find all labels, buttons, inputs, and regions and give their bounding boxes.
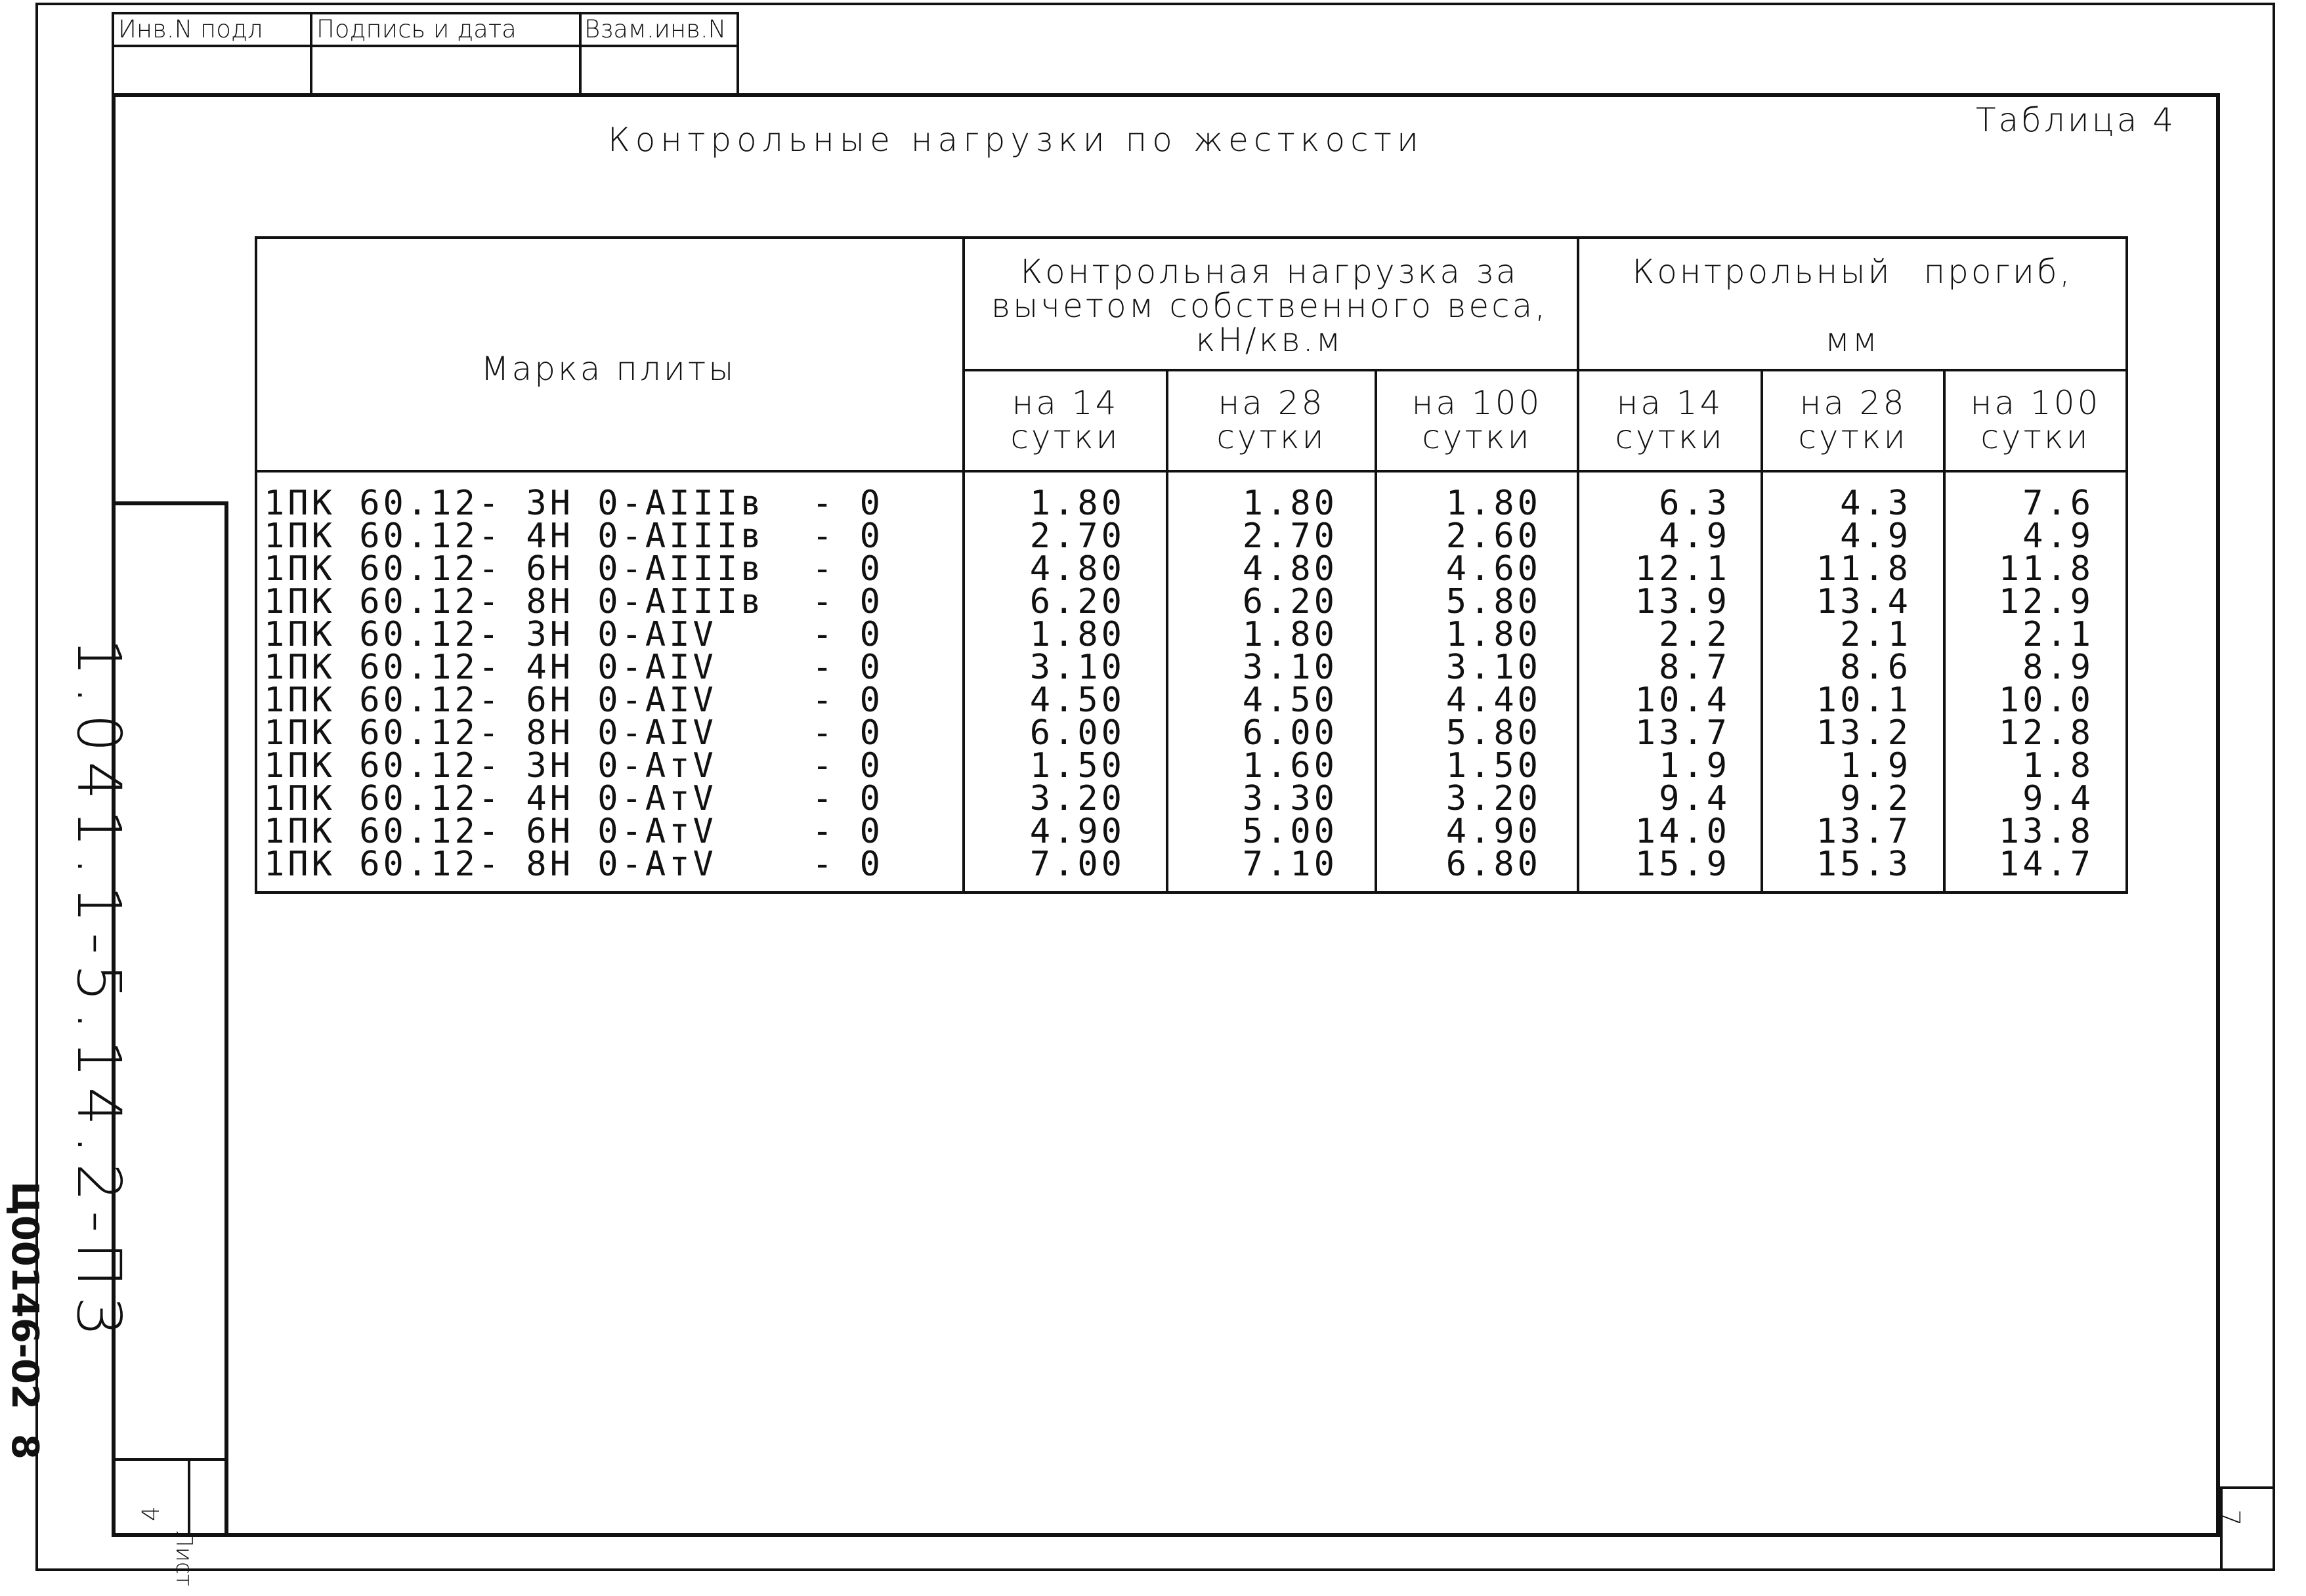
value-cell: 14.0 bbox=[1634, 812, 1730, 851]
value-cell: 1.9 bbox=[1659, 746, 1730, 786]
deflection-14-column bbox=[1579, 484, 1730, 884]
value-cell: 13.7 bbox=[1816, 812, 1911, 851]
sub-header-line: сутки bbox=[1010, 418, 1121, 456]
value-cell: 10.4 bbox=[1634, 681, 1730, 720]
value-cell: 5.80 bbox=[1445, 713, 1541, 753]
value-cell: 4.80 bbox=[1029, 549, 1125, 589]
sub-header bbox=[1763, 386, 1943, 454]
slab-mark-cell: 1ПК 60.12- 3Н 0-АIV - 0 bbox=[264, 615, 884, 654]
sub-header bbox=[1579, 386, 1761, 454]
sub-header-line: сутки bbox=[1422, 418, 1532, 456]
sub-header bbox=[1377, 386, 1577, 454]
slab-mark-cell: 1ПК 60.12- 4Н 0-АIIIв - 0 bbox=[264, 516, 884, 556]
value-cell: 4.50 bbox=[1242, 681, 1338, 720]
value-cell: 6.20 bbox=[1242, 582, 1338, 621]
value-cell: 1.80 bbox=[1242, 615, 1338, 654]
stamp bbox=[112, 12, 739, 93]
mark-header: Марка плиты bbox=[480, 350, 737, 388]
deflection-100-column bbox=[1946, 484, 2094, 884]
value-cell: 13.7 bbox=[1634, 713, 1730, 753]
value-cell: 4.9 bbox=[2022, 516, 2094, 556]
value-cell: 9.4 bbox=[1659, 779, 1730, 818]
value-cell: 6.3 bbox=[1659, 484, 1730, 523]
sub-header bbox=[1946, 386, 2125, 454]
sheet-number: 4 bbox=[138, 1506, 165, 1521]
value-cell: 13.8 bbox=[1998, 812, 2094, 851]
load-14-column bbox=[965, 484, 1125, 884]
page-number-box bbox=[2220, 1486, 2275, 1571]
value-cell: 12.1 bbox=[1634, 549, 1730, 589]
value-cell: 1.80 bbox=[1445, 615, 1541, 654]
value-cell: 2.1 bbox=[2022, 615, 2094, 654]
value-cell: 6.20 bbox=[1029, 582, 1125, 621]
value-cell: 7.10 bbox=[1242, 845, 1338, 884]
value-cell: 3.10 bbox=[1445, 648, 1541, 687]
value-cell: 2.2 bbox=[1659, 615, 1730, 654]
slab-mark-cell: 1ПК 60.12- 4Н 0-АтV - 0 bbox=[264, 779, 884, 818]
sub-header bbox=[965, 386, 1166, 454]
load-header-line: кН/кв.м bbox=[1195, 321, 1344, 359]
value-cell: 13.9 bbox=[1634, 582, 1730, 621]
stamp-vzam-inv: Взам.инв.N bbox=[584, 15, 727, 43]
value-cell: 1.80 bbox=[1029, 615, 1125, 654]
value-cell: 4.90 bbox=[1445, 812, 1541, 851]
mark-column bbox=[264, 484, 960, 884]
data-table bbox=[255, 236, 2128, 894]
value-cell: 13.2 bbox=[1816, 713, 1911, 753]
value-cell: 5.80 bbox=[1445, 582, 1541, 621]
sub-header-line: на 100 bbox=[1970, 384, 2101, 422]
slab-mark-cell: 1ПК 60.12- 4Н 0-АIV - 0 bbox=[264, 648, 884, 687]
sheet-label: Лист bbox=[171, 1530, 197, 1587]
value-cell: 9.2 bbox=[1840, 779, 1911, 818]
slab-mark-cell: 1ПК 60.12- 6Н 0-АIIIв - 0 bbox=[264, 549, 884, 589]
value-cell: 2.70 bbox=[1029, 516, 1125, 556]
value-cell: 14.7 bbox=[1998, 845, 2094, 884]
value-cell: 13.4 bbox=[1816, 582, 1911, 621]
sub-header-line: на 28 bbox=[1218, 384, 1325, 422]
value-cell: 5.00 bbox=[1242, 812, 1338, 851]
slab-mark-cell: 1ПК 60.12- 6Н 0-АтV - 0 bbox=[264, 812, 884, 851]
value-cell: 8.6 bbox=[1840, 648, 1911, 687]
doc-code: 1.041.1-5.14.2-ПЗ bbox=[64, 638, 134, 1344]
value-cell: 4.3 bbox=[1840, 484, 1911, 523]
sub-header-line: на 14 bbox=[1616, 384, 1724, 422]
value-cell: 3.30 bbox=[1242, 779, 1338, 818]
value-cell: 6.80 bbox=[1445, 845, 1541, 884]
load-100-column bbox=[1377, 484, 1541, 884]
value-cell: 10.1 bbox=[1816, 681, 1911, 720]
slab-mark-cell: 1ПК 60.12- 8Н 0-АIV - 0 bbox=[264, 713, 884, 753]
value-cell: 4.90 bbox=[1029, 812, 1125, 851]
deflection-unit: мм bbox=[1825, 321, 1880, 359]
sub-header-line: сутки bbox=[1216, 418, 1327, 456]
value-cell: 1.80 bbox=[1445, 484, 1541, 523]
sub-header-line: сутки bbox=[1798, 418, 1908, 456]
value-cell: 1.80 bbox=[1029, 484, 1125, 523]
value-cell: 1.8 bbox=[2022, 746, 2094, 786]
value-cell: 4.40 bbox=[1445, 681, 1541, 720]
value-cell: 1.9 bbox=[1840, 746, 1911, 786]
value-cell: 1.50 bbox=[1029, 746, 1125, 786]
load-header-line: вычетом собственного веса, bbox=[991, 287, 1548, 325]
page-title: Контрольные нагрузки по жесткости bbox=[608, 121, 1424, 159]
value-cell: 8.7 bbox=[1659, 648, 1730, 687]
value-cell: 1.60 bbox=[1242, 746, 1338, 786]
sub-header-line: на 28 bbox=[1799, 384, 1907, 422]
value-cell: 3.20 bbox=[1445, 779, 1541, 818]
deflection-header: Контрольный прогиб, bbox=[1632, 253, 2073, 291]
sub-header-line: сутки bbox=[1980, 418, 2091, 456]
value-cell: 4.60 bbox=[1445, 549, 1541, 589]
slab-mark-cell: 1ПК 60.12- 8Н 0-АIIIв - 0 bbox=[264, 582, 884, 621]
archive-sheet: 8 bbox=[3, 1434, 46, 1460]
stamp-podpis-data: Подпись и дата bbox=[316, 15, 517, 43]
table-number: Таблица 4 bbox=[1976, 101, 2177, 139]
load-header-line: Контрольная нагрузка за bbox=[1020, 253, 1519, 291]
value-cell: 2.70 bbox=[1242, 516, 1338, 556]
slab-mark-cell: 1ПК 60.12- 6Н 0-АIV - 0 bbox=[264, 681, 884, 720]
sub-header-line: на 100 bbox=[1411, 384, 1543, 422]
value-cell: 9.4 bbox=[2022, 779, 2094, 818]
sub-header-line: сутки bbox=[1615, 418, 1725, 456]
value-cell: 7.6 bbox=[2022, 484, 2094, 523]
value-cell: 1.80 bbox=[1242, 484, 1338, 523]
value-cell: 12.8 bbox=[1998, 713, 2094, 753]
value-cell: 15.9 bbox=[1634, 845, 1730, 884]
value-cell: 2.1 bbox=[1840, 615, 1911, 654]
value-cell: 3.20 bbox=[1029, 779, 1125, 818]
value-cell: 1.50 bbox=[1445, 746, 1541, 786]
value-cell: 10.0 bbox=[1998, 681, 2094, 720]
value-cell: 11.8 bbox=[1816, 549, 1911, 589]
value-cell: 4.9 bbox=[1840, 516, 1911, 556]
value-cell: 12.9 bbox=[1998, 582, 2094, 621]
value-cell: 4.9 bbox=[1659, 516, 1730, 556]
archive-code: Ц00146-02 bbox=[3, 1181, 46, 1410]
value-cell: 3.10 bbox=[1029, 648, 1125, 687]
value-cell: 6.00 bbox=[1029, 713, 1125, 753]
page-number: 7 bbox=[2215, 1509, 2245, 1526]
value-cell: 15.3 bbox=[1816, 845, 1911, 884]
value-cell: 2.60 bbox=[1445, 516, 1541, 556]
load-header bbox=[962, 255, 1577, 357]
sub-header bbox=[1168, 386, 1375, 454]
value-cell: 8.9 bbox=[2022, 648, 2094, 687]
stamp-inv-podl: Инв.N подл bbox=[118, 15, 263, 43]
value-cell: 6.00 bbox=[1242, 713, 1338, 753]
sub-header-line: на 14 bbox=[1012, 384, 1119, 422]
deflection-28-column bbox=[1763, 484, 1911, 884]
value-cell: 3.10 bbox=[1242, 648, 1338, 687]
value-cell: 4.50 bbox=[1029, 681, 1125, 720]
slab-mark-cell: 1ПК 60.12- 3Н 0-АIIIв - 0 bbox=[264, 484, 884, 523]
slab-mark-cell: 1ПК 60.12- 3Н 0-АтV - 0 bbox=[264, 746, 884, 786]
value-cell: 11.8 bbox=[1998, 549, 2094, 589]
load-28-column bbox=[1168, 484, 1338, 884]
value-cell: 4.80 bbox=[1242, 549, 1338, 589]
slab-mark-cell: 1ПК 60.12- 8Н 0-АтV - 0 bbox=[264, 845, 884, 884]
value-cell: 7.00 bbox=[1029, 845, 1125, 884]
